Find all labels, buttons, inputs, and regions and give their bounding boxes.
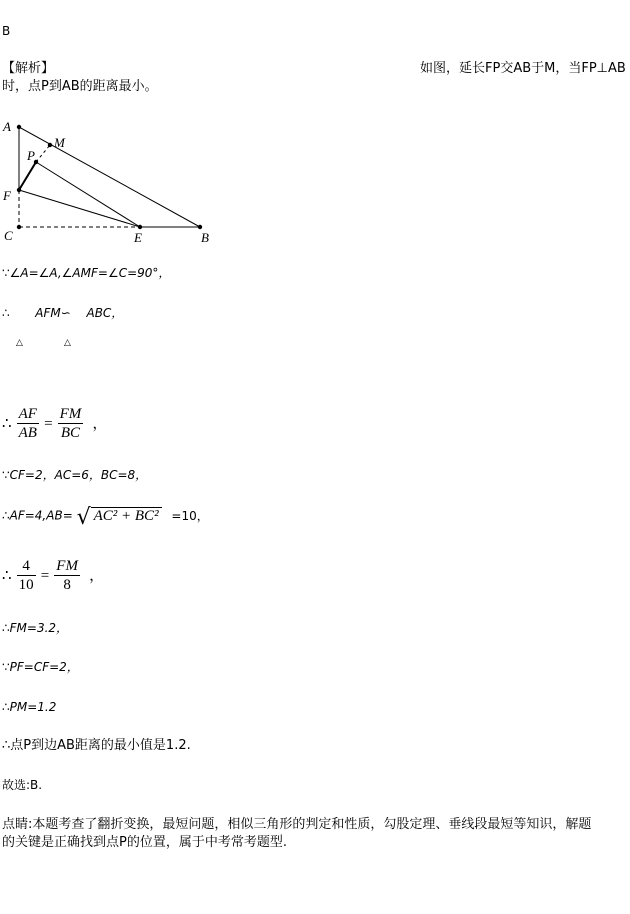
point-b: [198, 225, 202, 229]
point-a: [17, 125, 21, 129]
step-pm-value: ∴PM=1.2: [2, 700, 57, 714]
fraction-4-10: $\frac{4}{10}$: [18, 558, 34, 593]
label-c: C: [4, 228, 13, 243]
geometry-figure: [0, 112, 230, 250]
analysis-heading: 【解析】: [2, 61, 55, 76]
point-c: [17, 225, 21, 229]
segment-pm: [36, 145, 50, 162]
label-e: E: [134, 230, 142, 245]
intro-text: 如图，延长FP交AB于M，当FP⊥AB: [420, 61, 626, 76]
step-pf-value: ∵PF=CF=2，: [2, 660, 79, 674]
step-given-values: ∵CF=2，AC=6，BC=8，: [2, 468, 148, 482]
segment-fp: [19, 162, 36, 190]
step-minimum-distance: ∴点P到边AB距离的最小值是1.2.: [2, 738, 191, 753]
therefore-symbol: ∴: [2, 416, 12, 432]
segment-fe: [19, 190, 140, 227]
triangle-mark-1: △: [16, 338, 23, 348]
segment-ab: [19, 127, 200, 227]
therefore-symbol: ∴: [2, 306, 10, 320]
therefore-symbol: ∴: [2, 568, 12, 584]
label-b: B: [201, 230, 209, 245]
point-e: [138, 225, 142, 229]
point-f: [17, 188, 21, 192]
sqrt-expression: √ AC² + BC²: [77, 507, 162, 525]
comment-line-2: 的关键是正确找到点P的位置，属于中考常考题型.: [2, 835, 287, 850]
comment-line-1: 点睛:本题考查了翻折变换，最短问题，相似三角形的判定和性质，勾股定理、垂线段最短等知识，解题: [2, 817, 592, 832]
conclusion: 故选:B.: [2, 778, 43, 792]
triangle-mark-2: △: [64, 338, 71, 348]
label-f: F: [3, 188, 11, 203]
step-substitute: ∴ $\frac{4}{10}$ = $\frac{FM}{8}$ ，: [2, 558, 105, 593]
step-angles: ∵∠A=∠A,∠AMF=∠C=90°，: [2, 266, 171, 280]
segment-pe: [36, 162, 140, 227]
intro-text-line2: 时，点P到AB的距离最小。: [2, 79, 158, 94]
label-p: P: [27, 148, 35, 163]
triangle-abc: ABC，: [86, 306, 124, 320]
label-a: A: [3, 119, 11, 134]
step-similar: [2, 306, 123, 321]
triangle-afm: AFM∽: [35, 306, 71, 320]
step-fm-value: ∴FM=3.2，: [2, 621, 69, 635]
step-pythagoras: ∴AF=4,AB= √ AC² + BC² =10，: [2, 505, 209, 530]
fraction-af-ab: $\frac{AF}{AB}$: [18, 406, 37, 441]
fraction-fm-8: $\frac{FM}{8}$: [56, 558, 78, 593]
label-m: M: [54, 135, 65, 150]
step-ratio: ∴ $\frac{AF}{AB}$ = $\frac{FM}{BC}$ ，: [2, 406, 108, 441]
point-m: [48, 143, 52, 147]
fraction-fm-bc: $\frac{FM}{BC}$: [59, 406, 82, 441]
answer-label: B: [2, 24, 11, 38]
